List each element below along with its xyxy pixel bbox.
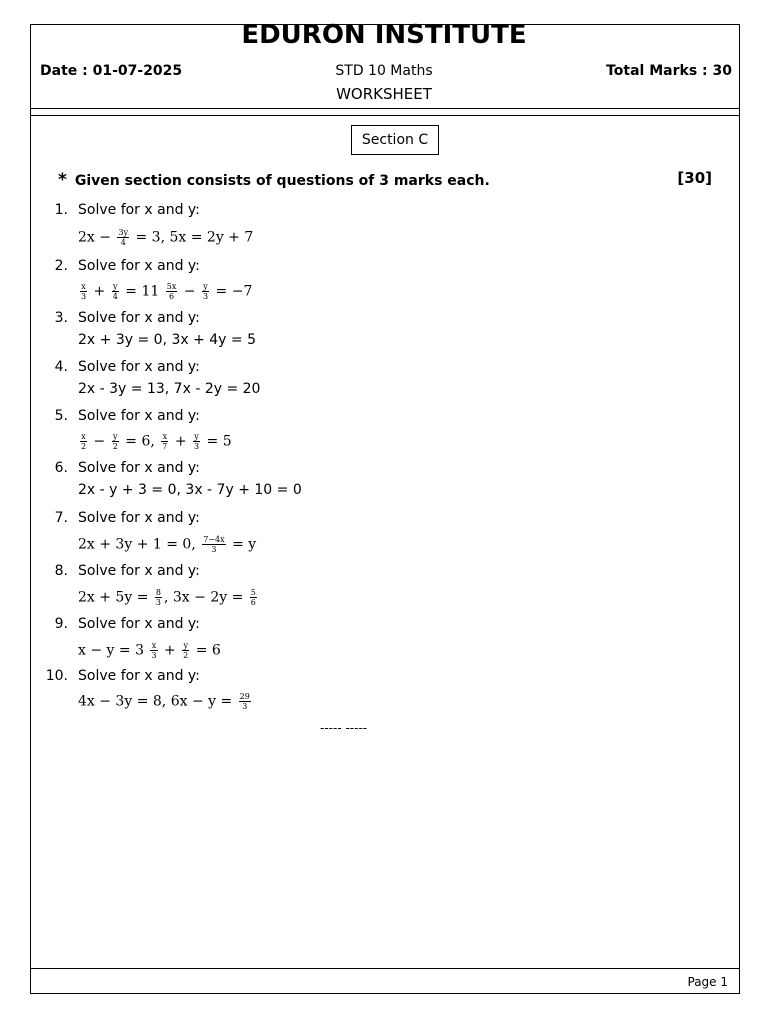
question-number: 6. [54, 460, 68, 476]
question-prompt: Solve for x and y: [78, 563, 200, 579]
question-number: 3. [54, 310, 68, 326]
question-equation: 4x − 3y = 8, 6x − y = $\frac{29}{3}$ [78, 692, 250, 711]
worksheet-title: WORKSHEET [336, 85, 432, 103]
question-equation: $\frac{x}{2}$ − $\frac{y}{2}$ = 6, $\frac{x}{7}$ + $\frac{y}{3}$ = 5 [81, 432, 232, 451]
question-equation: 2x + 3y + 1 = 0, $\frac{7-4x}{3}$ = y [78, 535, 257, 554]
question-number: 8. [54, 563, 68, 579]
question-number: 1. [54, 202, 68, 218]
question-prompt: Solve for x and y: [78, 202, 200, 218]
footer-divider [30, 968, 740, 969]
section-instruction [58, 170, 490, 190]
question-number: 2. [54, 258, 68, 274]
date-label: Date : 01-07-2025 [40, 63, 183, 79]
header-divider-bottom [30, 115, 740, 116]
question-equation: 2x - y + 3 = 0, 3x - 7y + 10 = 0 [78, 482, 302, 498]
question-equation: $\frac{x}{3}$ + $\frac{y}{4}$ = 11 $\frac{5x}{6}$ − $\frac{y}{3}$ = −7 [81, 282, 253, 301]
question-prompt: Solve for x and y: [78, 668, 200, 684]
question-prompt: Solve for x and y: [78, 460, 200, 476]
question-number: 4. [54, 359, 68, 375]
question-equation: 2x + 5y = $\frac{8}{3}$ , 3x − 2y = $\frac{5}{6}$ [78, 588, 256, 607]
institute-title: EDURON INSTITUTE [241, 20, 527, 50]
question-equation: 2x + 3y = 0, 3x + 4y = 5 [78, 332, 257, 348]
question-number: 5. [54, 408, 68, 424]
question-prompt: Solve for x and y: [78, 510, 200, 526]
instruction-text: Given section consists of questions of 3 marks each. [74, 173, 490, 189]
question-prompt: Solve for x and y: [78, 408, 200, 424]
header-divider-top [30, 108, 740, 109]
question-prompt: Solve for x and y: [78, 359, 200, 375]
page-number: Page 1 [687, 975, 728, 989]
question-number: 9. [54, 616, 68, 632]
question-equation: x − y = 3 $\frac{x}{3}$ + $\frac{y}{2}$ = 6 [78, 641, 221, 660]
subject-label: STD 10 Maths [335, 63, 433, 79]
section-marks: [30] [677, 169, 712, 187]
question-number: 10. [45, 668, 68, 684]
question-prompt: Solve for x and y: [78, 616, 200, 632]
question-prompt: Solve for x and y: [78, 258, 200, 274]
question-number: 7. [54, 510, 68, 526]
end-of-section-mark: ----- ----- [320, 721, 368, 735]
bullet-star: * [58, 170, 67, 190]
question-equation: 2x − $\frac{3y}{4}$ = 3, 5x = 2y + 7 [78, 228, 254, 247]
total-marks-label: Total Marks : 30 [606, 63, 732, 79]
question-prompt: Solve for x and y: [78, 310, 200, 326]
section-heading: Section C [351, 125, 439, 155]
question-equation: 2x - 3y = 13, 7x - 2y = 20 [78, 381, 261, 397]
